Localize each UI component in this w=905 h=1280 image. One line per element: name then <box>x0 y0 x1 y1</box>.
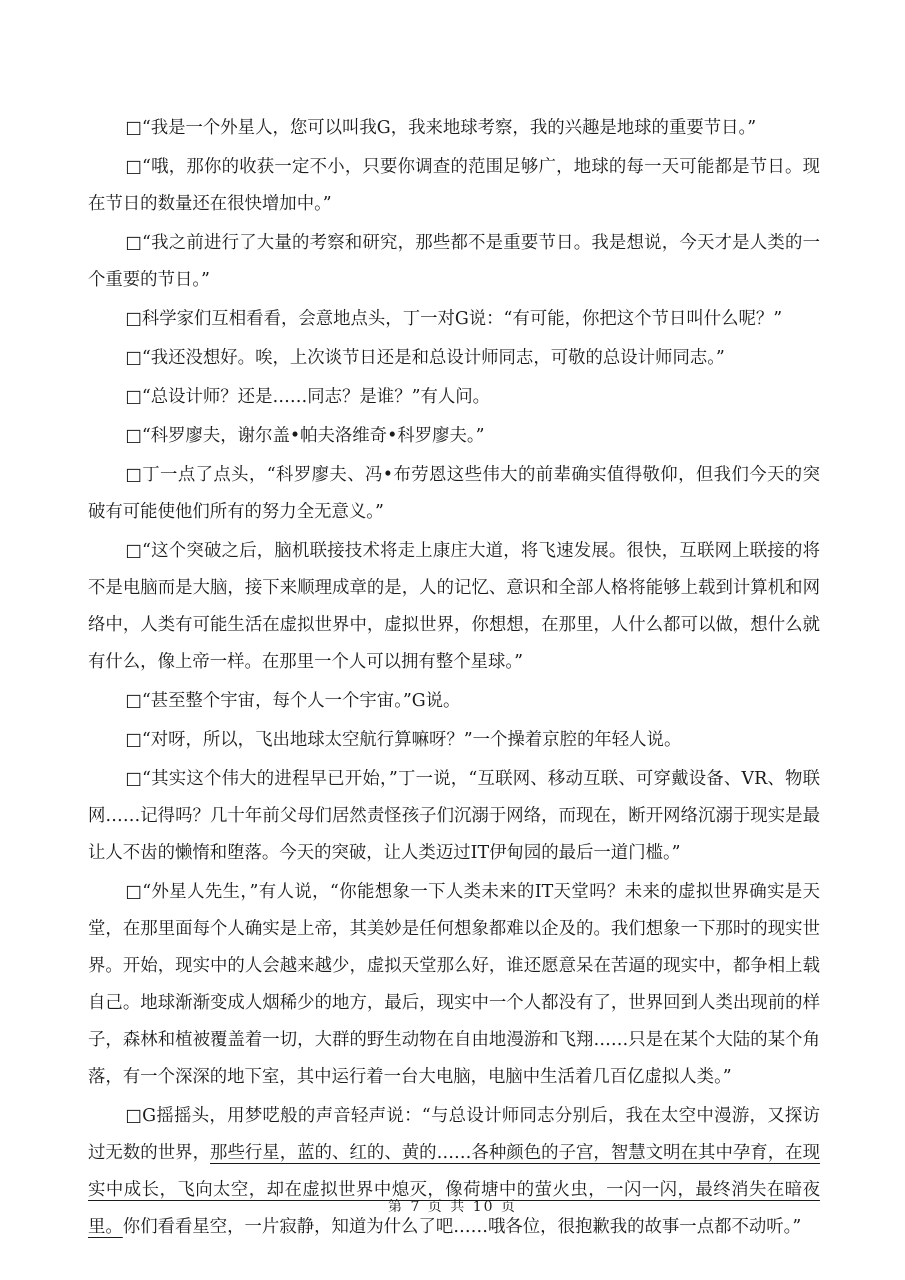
paragraph-14 <box>88 1098 820 1246</box>
underlined-passage: 那些行星，蓝的、红的、黄的……各种颜色的子宫，智慧文明在其中孕育，在现实中成长，飞向太空，却在虚拟世界中熄灭，像荷塘中的萤火虫，一闪一闪，最终消失在暗夜里。 <box>88 1143 820 1237</box>
paragraph-9: □“这个突破之后，脑机联接技术将走上康庄大道，将飞速发展。很快，互联网上联接的将不是电脑而是大脑，接下来顺理成章的是，人的记忆、意识和全部人格将能够上载到计算机和网络中，人类有可能生活在虚拟世界中，虚拟世界，你想想，在那里，人什么都可以做，想什么就有什么，像上帝一样。在那里一个人可以拥有整个星球。” <box>88 541 820 672</box>
paragraph-5: □“我还没想好。唉，上次谈节日还是和总设计师同志，可敬的总设计师同志。” <box>125 348 725 368</box>
paragraph-4: □科学家们互相看看，会意地点头，丁一对G说：“有可能，你把这个节日叫什么呢？” <box>125 309 783 329</box>
paragraph-2: □“哦，那你的收获一定不小，只要你调查的范围足够广，地球的每一天可能都是节日。现在节日的数量还在很快增加中。” <box>88 157 820 214</box>
paragraph-11: □“对呀，所以，飞出地球太空航行算嘛呀？”一个操着京腔的年轻人说。 <box>125 730 682 750</box>
paragraph-12: □“其实这个伟大的进程早已开始，”丁一说，“互联网、移动互联、可穿戴设备、VR、物联网……记得吗？几十年前父母们居然责怪孩子们沉溺于网络，而现在，断开网络沉溺于现实是最让人不齿的懒惰和堕落。今天的突破，让人类迈过IT伊甸园的最后一道门槛。” <box>88 769 820 863</box>
paragraph-10: □“甚至整个宇宙，每个人一个宇宙。”G说。 <box>125 691 461 711</box>
paragraph-14-start: □G摇摇头，用梦呓般的声音轻声说：“与总设计师同志分别后，我在太空中漫游，又探访过无数的世界， <box>88 1106 820 1163</box>
paragraph-8: □丁一点了点头，“科罗廖夫、冯•布劳恩这些伟大的前辈确实值得敬仰，但我们今天的突破有可能使他们所有的努力全无意义。” <box>88 465 820 522</box>
paragraph-6: □“总设计师？还是……同志？是谁？”有人问。 <box>125 387 491 407</box>
paragraph-7: □“科罗廖夫，谢尔盖•帕夫洛维奇•科罗廖夫。” <box>125 426 485 446</box>
document-body <box>88 110 820 1246</box>
paragraph-13: □“外星人先生，”有人说，“你能想象一下人类未来的IT天堂吗？未来的虚拟世界确实是天堂，在那里面每个人确实是上帝，其美妙是任何想象都难以企及的。我们想象一下那时的现实世界。开始，现实中的人会越来越少，虚拟天堂那么好，谁还愿意呆在苦逼的现实中，都争相上载自己。地球渐渐变成人烟稀少的地方，最后，现实中一个人都没有了，世界回到人类出现前的样子，森林和植被覆盖着一切，大群的野生动物在自由地漫游和飞翔……只是在某个大陆的某个角落，有一个深深的地下室，其中运行着一台大电脑，电脑中生活着几百亿虚拟人类。” <box>88 882 820 1087</box>
paragraph-14-end: 你们看看星空，一片寂静，知道为什么了吧……哦各位，很抱歉我的故事一点都不动听。” <box>122 1217 802 1237</box>
paragraph-1: □“我是一个外星人，您可以叫我G，我来地球考察，我的兴趣是地球的重要节日。” <box>125 118 757 138</box>
paragraph-3: □“我之前进行了大量的考察和研究，那些都不是重要节日。我是想说，今天才是人类的一个重要的节日。” <box>88 233 820 290</box>
page-number-footer: 第 7 页 共 10 页 <box>388 1199 517 1215</box>
